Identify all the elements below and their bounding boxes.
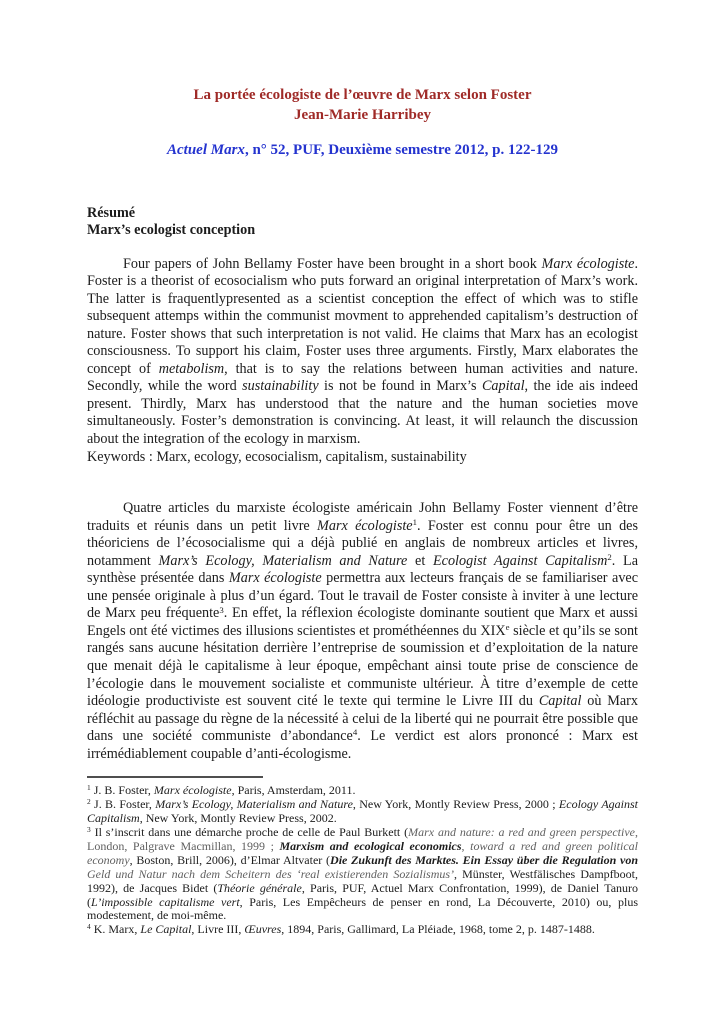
footnote-1: $^1$ J. B. Foster, Marx écologiste, Paris, Amsterdam, 2011. <box>87 783 356 798</box>
abstract-label: Résumé <box>87 204 136 221</box>
abstract-paragraph: Four papers of John Bellamy Foster have been brought in a short book Marx écologiste. Foster is a theorist of ecosocialism who puts forward an original interpretation of Marx’s work. The latter is fraquentlypresented as a scientist conception the effect of which was to stifle subsequent attemps within the communist movment to apprehended capitalism’s destruction of nature. Foster shows that such interpretation is not valid. He claims that Marx has an ecologist consciousness. To support his claim, Foster uses three arguments. Firstly, Marx elaborates the concept of metabolism, that is to say the relations between human activities and nature. Secondly, while the word sustainability is not be found in Marx’s Capital, the ide ais indeed present. Thirdly, Marx has understood that the nature and the human societies move simultaneously. Foster’s demonstration is convincing. At least, it will relaunch the discussion about the integration of the ecology in marxism. <box>87 255 639 447</box>
abstract-heading <box>87 205 638 240</box>
author-line: Jean-Marie Harribey <box>293 106 432 123</box>
footnote-4: $^4$ K. Marx, Le Capital, Livre III, Œuvres, 1894, Paris, Gallimard, La Pléiade, 1968, tome 2, p. 1487-1488. <box>87 922 595 937</box>
title-line: La portée écologiste de l’œuvre de Marx selon Foster <box>193 87 532 103</box>
footnote-2: $^2$ J. B. Foster, Marx’s Ecology, Materialism and Nature, New York, Montly Review Press, 2000 ; Ecology Against Capitalism, New York, Montly Review Press, 2002. <box>87 797 639 826</box>
keywords-line: Keywords : Marx, ecology, ecosocialism, capitalism, sustainability <box>87 448 467 465</box>
journal-name: Actuel Marx <box>167 142 245 158</box>
body-paragraph: Quatre articles du marxiste écologiste américain John Bellamy Foster viennent d’être traduits et réunis dans un petit livre Marx écologiste$^1$. Foster est connu pour être un des théoriciens de l’écosocialisme qui a déjà publié en anglais de nombreux articles et livres, notamment Marx’s Ecology, Materialism and Nature et Ecologist Against Capitalism$^2$. La synthèse présentée dans Marx écologiste permettra aux lecteurs français de se familiariser avec une pensée originale à plus d’un égard. Tout le travail de Foster consiste à inviter à une lecture de Marx peu fréquente$^3$. En effet, la réflexion écologiste dominante soutient que Marx et aussi Engels ont été victimes des illusions scientistes et prométhéennes du XIXe siècle et qu’ils se sont rangés sans aucune hésitation derrière l’entreprise de soumission et d’exploitation de la nature que menait déjà le capitalisme à leur époque, empêchant ainsi toute prise de conscience de l’écologie dans le mouvement socialiste et communiste ultérieur. À titre d’exemple de cette idéologie productiviste est souvent cité le texte qui termine le Livre III du Capital où Marx réfléchit au passage du règne de la nécessité à celui de la liberté qui ne pourrait être possible que dans une société communiste d’abondance$^4$. Le verdict est alors prononcé : Marx est irrémédiablement coupable d’anti-écologisme. <box>87 500 639 762</box>
document-title <box>87 86 638 125</box>
journal-details: , n° 52, PUF, Deuxième semestre 2012, p. 122-129 <box>244 142 558 158</box>
footnotes-section <box>87 776 638 937</box>
journal-reference <box>87 141 638 161</box>
abstract-title: Marx’s ecologist conception <box>87 222 256 238</box>
footnote-separator <box>87 776 263 778</box>
footnote-3: $^3$ Il s’inscrit dans une démarche proche de celle de Paul Burkett (Marx and nature: a red and green perspective, London, Palgrave Macmillan, 1999 ; Marxism and ecological economics, toward a red and green political economy, Boston, Brill, 2006), d’Elmar Altvater (Die Zukunft des Marktes. Ein Essay über die Regulation von Geld und Natur nach dem Scheitern des ‘real existierenden Sozialismus’, Münster, Westfälisches Dampfboot, 1992), de Jacques Bidet (Théorie générale, Paris, PUF, Actuel Marx Confrontation, 1999), de Daniel Tanuro (L’impossible capitalisme vert, Paris, Les Empêcheurs de penser en rond, La Découverte, 2010) ou, plus modestement, de moi-même. <box>87 824 639 923</box>
